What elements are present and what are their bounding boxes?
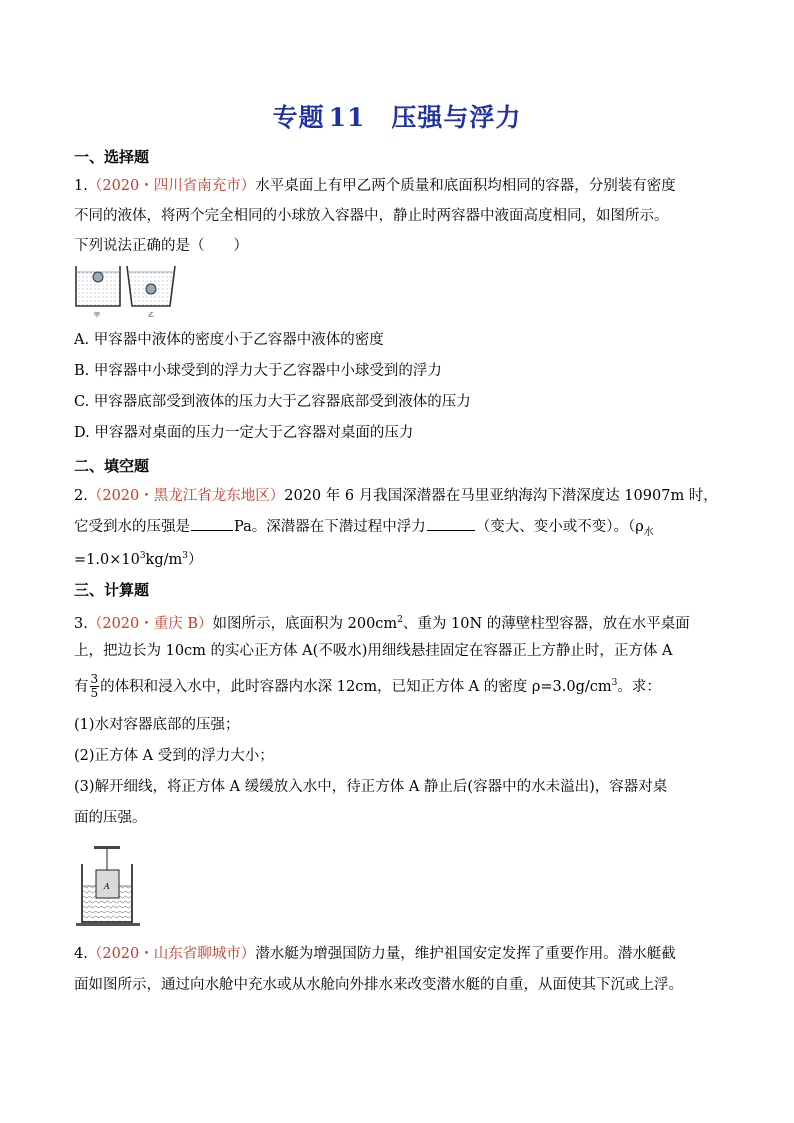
q2-unit-exponent: 3 bbox=[182, 551, 188, 561]
q3-density-exponent: 3 bbox=[611, 678, 618, 688]
q4-source: （2020・山东省聊城市） bbox=[87, 946, 256, 962]
q2-source: （2020・黑龙江省龙东地区） bbox=[87, 488, 285, 504]
q2-text-2a: 它受到水的压强是 bbox=[74, 519, 190, 535]
q3-area-exponent: 2 bbox=[397, 615, 403, 625]
title-topic: 压强与浮力 bbox=[391, 103, 522, 132]
cube-label: A bbox=[104, 882, 110, 891]
q3-line-1 bbox=[74, 610, 690, 634]
q2-text-2c: （变大、变小或不变）。（ρ bbox=[475, 519, 644, 535]
q2-density-value: =1.0×10 bbox=[74, 551, 140, 568]
title-number: 11 bbox=[328, 103, 366, 132]
q1-line-2: 不同的液体，将两个完全相同的小球放入容器中，静止时两容器中液面高度相同，如图所示。 bbox=[74, 208, 669, 224]
q3-text-3a: 有 bbox=[74, 678, 89, 695]
q2-blank-1[interactable] bbox=[191, 516, 233, 531]
q1-option-a: A. 甲容器中液体的密度小于乙容器中液体的密度 bbox=[74, 332, 384, 348]
q2-blank-2[interactable] bbox=[427, 516, 475, 531]
fig-label-yi: 乙 bbox=[148, 312, 155, 319]
q1-line-3: 下列说法正确的是（ ） bbox=[74, 238, 248, 254]
q1-text-1: 水平桌面上有甲乙两个质量和底面积均相同的容器，分别装有密度 bbox=[255, 178, 676, 194]
fraction-denominator: 5 bbox=[90, 686, 99, 701]
q3-source: （2020・重庆 B） bbox=[87, 615, 213, 632]
q2-line-2 bbox=[74, 516, 654, 543]
q1-option-c: C. 甲容器底部受到液体的压力大于乙容器底部受到液体的压力 bbox=[74, 394, 471, 410]
q3-text-3b: 的体积和浸入水中，此时容器内水深 12cm，已知正方体 A 的密度 ρ=3.0g/cm bbox=[100, 678, 612, 695]
q3-line-3 bbox=[74, 668, 661, 702]
q3-part-3b: 面的压强。 bbox=[74, 810, 147, 826]
q2-close-paren: ） bbox=[187, 551, 203, 568]
q4-text-1: 潜水艇为增强国防力量，维护祖国安定发挥了重要作用。潜水艇截 bbox=[255, 946, 676, 962]
q1-source: （2020・四川省南充市） bbox=[87, 178, 256, 194]
q4-line-2: 面如图所示，通过向水舱中充水或从水舱向外排水来改变潜水艇的自重，从面使其下沉或上浮。 bbox=[74, 977, 683, 993]
q1-option-d: D. 甲容器对桌面的压力一定大于乙容器对桌面的压力 bbox=[74, 425, 414, 441]
q4-line-1 bbox=[74, 944, 676, 964]
q1-number: 1. bbox=[74, 178, 88, 194]
fig-label-jia: 甲 bbox=[94, 312, 101, 319]
q2-number: 2. bbox=[74, 488, 88, 504]
q3-part-1: (1)水对容器底部的压强； bbox=[74, 717, 240, 733]
q4-number: 4. bbox=[74, 946, 88, 962]
page-title bbox=[0, 98, 794, 134]
q2-line-1 bbox=[74, 486, 718, 506]
q2-unit: kg/m bbox=[145, 551, 183, 568]
q3-line-2: 上，把边长为 10cm 的实心正方体 A(不吸水)用细线悬挂固定在容器正上方静止时，正方体 A bbox=[74, 643, 673, 659]
q2-rho-subscript: 水 bbox=[643, 526, 654, 538]
section-heading-calc: 三、计算题 bbox=[74, 581, 150, 599]
q1-option-b: B. 甲容器中小球受到的浮力大于乙容器中小球受到的浮力 bbox=[74, 363, 442, 379]
fraction-numerator: 3 bbox=[90, 672, 99, 687]
q1-container-figure bbox=[74, 264, 178, 320]
q3-cube-figure bbox=[76, 844, 140, 928]
q1-line-1 bbox=[74, 176, 676, 196]
q3-part-2: (2)正方体 A 受到的浮力大小； bbox=[74, 748, 274, 764]
q3-part-3a: (3)解开细线，将正方体 A 缓缓放入水中，待正方体 A 静止后(容器中的水未溢出)，容器对桌 bbox=[74, 779, 668, 795]
q2-text-2b: Pa。深潜器在下潜过程中浮力 bbox=[234, 519, 426, 535]
q3-text-3c: 。求： bbox=[617, 678, 661, 695]
q2-text-1: 2020 年 6 月我国深潜器在马里亚纳海沟下潜深度达 10907m 时， bbox=[284, 488, 718, 504]
q3-text-1b: 、重为 10N 的薄壁柱型容器，放在水平桌面 bbox=[402, 615, 690, 632]
title-prefix: 专题 bbox=[272, 103, 325, 132]
q2-exponent: 3 bbox=[139, 551, 146, 561]
q3-number: 3. bbox=[74, 615, 88, 632]
q3-text-1a: 如图所示，底面积为 200cm bbox=[212, 615, 398, 632]
q2-line-3 bbox=[74, 546, 202, 570]
section-heading-choice: 一、选择题 bbox=[74, 148, 150, 166]
q3-fraction bbox=[90, 673, 100, 700]
section-heading-fill: 二、填空题 bbox=[74, 457, 150, 475]
